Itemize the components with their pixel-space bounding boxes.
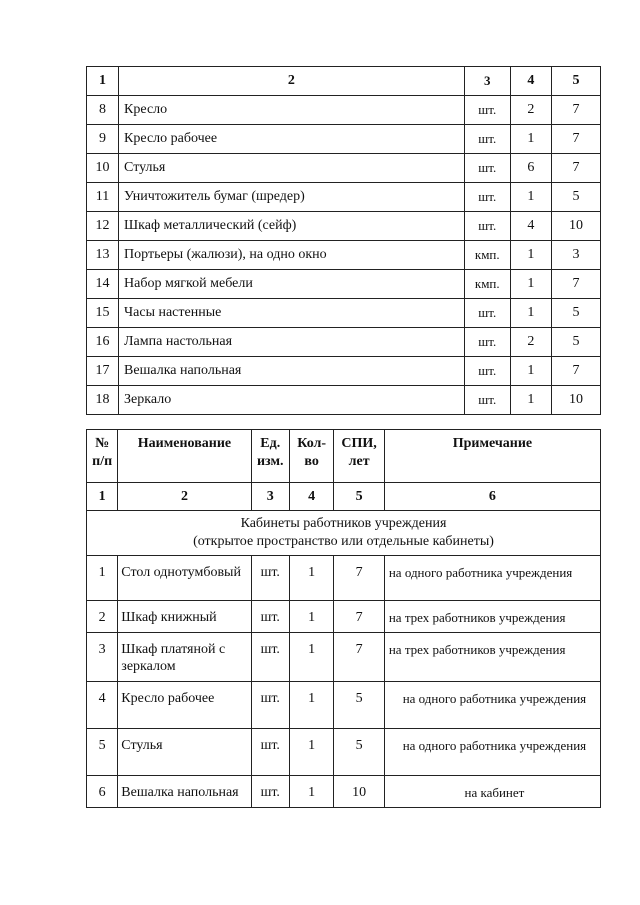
item-name: Часы настенные [119, 299, 465, 328]
item-note: на кабинет [384, 776, 600, 808]
item-unit: шт. [464, 96, 510, 125]
section-title: Кабинеты работников учреждения (открытое пространство или отдельные кабинеты) [87, 511, 601, 556]
item-service-life: 5 [551, 299, 600, 328]
item-name: Кресло [119, 96, 465, 125]
item-name: Стол однотумбовый [118, 556, 251, 601]
row-number: 9 [87, 125, 119, 154]
table-row [87, 154, 601, 183]
item-quantity: 1 [510, 299, 551, 328]
item-quantity: 1 [510, 183, 551, 212]
item-quantity: 1 [289, 556, 333, 601]
header-cell-quantity: Кол- во [289, 430, 333, 483]
item-unit: шт. [464, 357, 510, 386]
item-unit: шт. [251, 601, 289, 633]
header-cell: 2 [119, 67, 465, 96]
column-number: 2 [118, 483, 251, 511]
table-row [87, 328, 601, 357]
item-unit: шт. [251, 556, 289, 601]
item-quantity: 1 [289, 601, 333, 633]
item-name: Вешалка напольная [119, 357, 465, 386]
item-service-life: 7 [551, 154, 600, 183]
row-number: 12 [87, 212, 119, 241]
header-cell-unit: Ед. изм. [251, 430, 289, 483]
item-quantity: 1 [289, 633, 333, 682]
item-service-life: 7 [551, 270, 600, 299]
item-name: Вешалка напольная [118, 776, 251, 808]
table-row [87, 212, 601, 241]
item-quantity: 6 [510, 154, 551, 183]
row-number: 10 [87, 154, 119, 183]
section-header-row [87, 511, 601, 556]
item-service-life: 5 [334, 682, 384, 729]
office-furniture-table [86, 429, 601, 808]
item-quantity: 1 [289, 682, 333, 729]
table-row [87, 601, 601, 633]
header-cell-name: Наименование [118, 430, 251, 483]
item-service-life: 5 [334, 729, 384, 776]
item-unit: шт. [464, 328, 510, 357]
table-header-row [87, 67, 601, 96]
item-quantity: 1 [289, 729, 333, 776]
item-unit: шт. [464, 154, 510, 183]
table-row [87, 299, 601, 328]
item-service-life: 3 [551, 241, 600, 270]
table-row [87, 125, 601, 154]
item-name: Портьеры (жалюзи), на одно окно [119, 241, 465, 270]
row-number: 8 [87, 96, 119, 125]
header-cell-term: СПИ, лет [334, 430, 384, 483]
furniture-table-continued [86, 66, 601, 415]
item-service-life: 7 [334, 556, 384, 601]
item-service-life: 7 [551, 125, 600, 154]
item-name: Стулья [118, 729, 251, 776]
row-number: 3 [87, 633, 118, 682]
row-number: 5 [87, 729, 118, 776]
item-quantity: 1 [510, 386, 551, 415]
column-number: 3 [251, 483, 289, 511]
item-unit: шт. [251, 729, 289, 776]
item-note: на одного работника учреждения [384, 682, 600, 729]
item-unit: шт. [464, 183, 510, 212]
column-number: 1 [87, 483, 118, 511]
item-unit: кмп. [464, 270, 510, 299]
item-name: Шкаф платяной с зеркалом [118, 633, 251, 682]
item-name: Уничтожитель бумаг (шредер) [119, 183, 465, 212]
row-number: 13 [87, 241, 119, 270]
item-name: Кресло рабочее [119, 125, 465, 154]
item-unit: шт. [251, 776, 289, 808]
item-note: на трех работников учреждения [384, 601, 600, 633]
header-cell-number: № п/п [87, 430, 118, 483]
item-service-life: 5 [551, 183, 600, 212]
column-number: 5 [334, 483, 384, 511]
table-row [87, 776, 601, 808]
row-number: 18 [87, 386, 119, 415]
item-service-life: 7 [334, 601, 384, 633]
item-unit: кмп. [464, 241, 510, 270]
item-unit: шт. [464, 212, 510, 241]
table-row [87, 270, 601, 299]
item-quantity: 4 [510, 212, 551, 241]
item-service-life: 10 [551, 212, 600, 241]
table-row [87, 357, 601, 386]
item-service-life: 7 [551, 96, 600, 125]
header-cell: 4 [510, 67, 551, 96]
item-quantity: 1 [510, 125, 551, 154]
item-note: на трех работников учреждения [384, 633, 600, 682]
item-unit: шт. [464, 386, 510, 415]
item-service-life: 7 [334, 633, 384, 682]
item-note: на одного работника учреждения [384, 556, 600, 601]
item-quantity: 1 [510, 241, 551, 270]
item-unit: шт. [251, 633, 289, 682]
row-number: 6 [87, 776, 118, 808]
table-row [87, 729, 601, 776]
header-cell: 3 [464, 67, 510, 96]
column-number-row [87, 483, 601, 511]
item-quantity: 1 [289, 776, 333, 808]
header-cell-note: Примечание [384, 430, 600, 483]
row-number: 2 [87, 601, 118, 633]
row-number: 16 [87, 328, 119, 357]
header-cell: 1 [87, 67, 119, 96]
table-row [87, 682, 601, 729]
item-name: Зеркало [119, 386, 465, 415]
table-row [87, 386, 601, 415]
item-note: на одного работника учреждения [384, 729, 600, 776]
item-name: Шкаф книжный [118, 601, 251, 633]
item-quantity: 2 [510, 96, 551, 125]
item-service-life: 5 [551, 328, 600, 357]
table-row [87, 633, 601, 682]
row-number: 1 [87, 556, 118, 601]
item-name: Лампа настольная [119, 328, 465, 357]
item-name: Кресло рабочее [118, 682, 251, 729]
row-number: 17 [87, 357, 119, 386]
item-name: Набор мягкой мебели [119, 270, 465, 299]
row-number: 11 [87, 183, 119, 212]
item-unit: шт. [251, 682, 289, 729]
header-cell: 5 [551, 67, 600, 96]
row-number: 4 [87, 682, 118, 729]
item-service-life: 10 [334, 776, 384, 808]
row-number: 14 [87, 270, 119, 299]
item-service-life: 10 [551, 386, 600, 415]
table-row [87, 96, 601, 125]
table-row [87, 183, 601, 212]
item-quantity: 2 [510, 328, 551, 357]
item-name: Стулья [119, 154, 465, 183]
item-unit: шт. [464, 125, 510, 154]
item-quantity: 1 [510, 270, 551, 299]
table-row [87, 241, 601, 270]
table-header-row [87, 430, 601, 483]
item-quantity: 1 [510, 357, 551, 386]
item-unit: шт. [464, 299, 510, 328]
column-number: 6 [384, 483, 600, 511]
item-service-life: 7 [551, 357, 600, 386]
column-number: 4 [289, 483, 333, 511]
row-number: 15 [87, 299, 119, 328]
table-row [87, 556, 601, 601]
item-name: Шкаф металлический (сейф) [119, 212, 465, 241]
